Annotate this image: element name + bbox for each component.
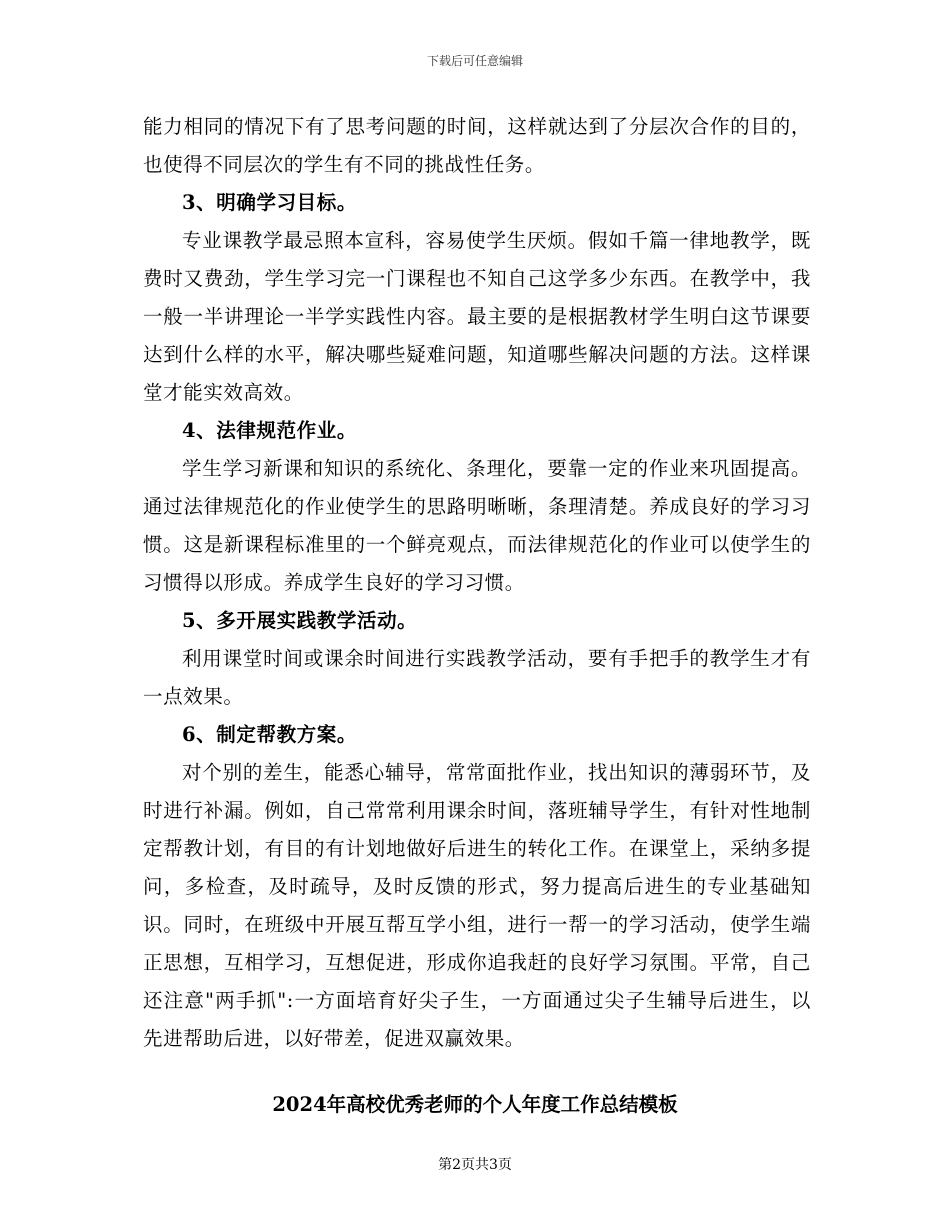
section-heading-3: 3、明确学习目标。: [182, 191, 357, 214]
section-heading-6: 6、制定帮教方案。: [182, 723, 357, 746]
document-body: [143, 108, 811, 1058]
page-header-note: 下载后可任意编辑: [426, 54, 523, 68]
section-text-3: 专业课教学最忌照本宣科，容易使学生厌烦。假如千篇一律地教学，既费时又费劲，学生学习完一门课程也不知自己这学多少东西。在教学中，我一般一半讲理论一半学实践性内容。最主要的是根据教材学生明白这节课要达到什么样的水平，解决哪些疑难问题，知道哪些解决问题的方法。这样课堂才能实效高效。: [143, 229, 811, 404]
next-document-title: 2024年高校优秀老师的个人年度工作总结模板: [272, 1093, 678, 1116]
page-footer-page-number: 第2页共3页: [438, 1157, 512, 1173]
section-heading-5: 5、多开展实践教学活动。: [182, 609, 418, 632]
section-text-6: 对个别的差生，能悉心辅导，常常面批作业，找出知识的薄弱环节，及时进行补漏。例如，自己常常利用课余时间，落班辅导学生，有针对性地制定帮教计划，有目的有计划地做好后进生的转化工作。在课堂上，采纳多提问，多检查，及时疏导，及时反馈的形式，努力提高后进生的专业基础知识。同时，在班级中开展互帮互学小组，进行一帮一的学习活动，使学生端正思想，互相学习，互想促进，形成你追我赶的良好学习氛围。平常，自己还注意"两手抓":一方面培育好尖子生，一方面通过尖子生辅导后进生，以先进帮助后进，以好带差，促进双赢效果。: [143, 761, 811, 1050]
section-text-5: 利用课堂时间或课余时间进行实践教学活动，要有手把手的教学生才有一点效果。: [143, 647, 811, 708]
section-text-4: 学生学习新课和知识的系统化、条理化，要靠一定的作业来巩固提高。通过法律规范化的作业使学生的思路明晰晰，条理清楚。养成良好的学习习惯。这是新课程标准里的一个鲜亮观点，而法律规范化的作业可以使学生的习惯得以形成。养成学生良好的学习习惯。: [143, 457, 811, 594]
intro-paragraph: 能力相同的情况下有了思考问题的时间，这样就达到了分层次合作的目的，也使得不同层次的学生有不同的挑战性任务。: [143, 115, 811, 176]
section-heading-4: 4、法律规范作业。: [182, 419, 357, 442]
